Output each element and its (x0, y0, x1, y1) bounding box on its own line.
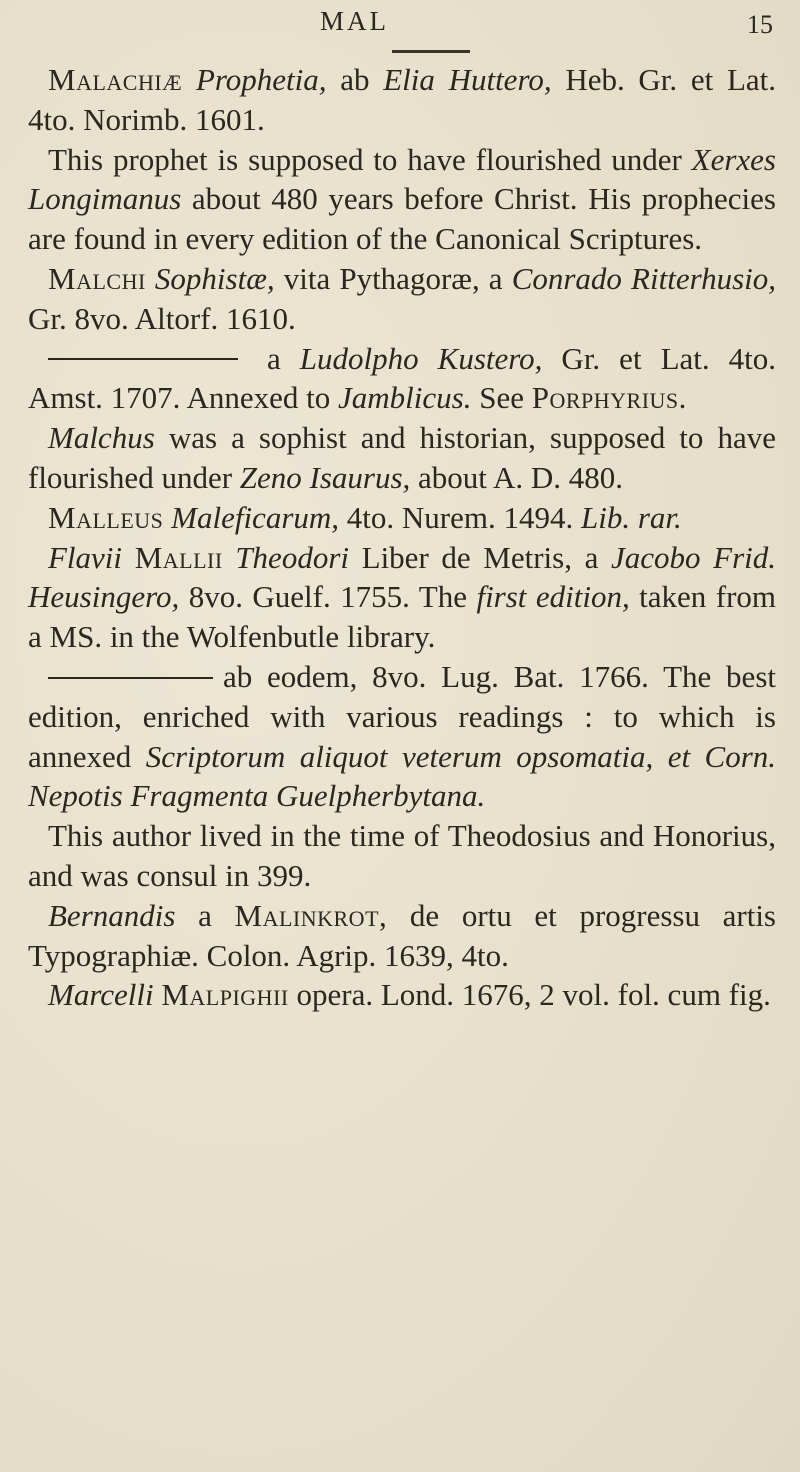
entry-text: 8vo. Guelf. 1755. The (179, 579, 477, 615)
entry-head: Malleus (48, 499, 164, 535)
entry-note: This author lived in the time of Theodosius and Honorius, and was consul in 399. (28, 818, 776, 893)
page-number: 15 (747, 10, 773, 39)
entry-text: See (471, 380, 532, 416)
entry-title: Sophistæ, (154, 260, 275, 296)
page-body (28, 60, 776, 1015)
entry-text: ab eodem, 8vo. Lug. Bat. 1766. The best edition, enriched with various readings : to which is annexed (28, 658, 776, 774)
entry-text: Gr. 8vo. Altorf. 1610. (28, 300, 296, 336)
entry-title: Theodori (235, 539, 349, 575)
entry-text: a (175, 897, 235, 933)
entry-text: vita Pythagoræ, a (274, 260, 512, 296)
entry-note: This prophet is supposed to have flourished under (48, 141, 692, 177)
entry-note: was a sophist and historian, supposed to have flourished under (28, 420, 776, 495)
entry-head: Malchi (48, 260, 146, 296)
entry-prenomen: Bernandis (48, 897, 176, 933)
entry-note-italic: Xerxes Longimanus (28, 141, 776, 217)
ditto-rule (48, 677, 213, 679)
entry-malchi-2 (28, 339, 776, 498)
entry-italic: Scriptorum aliquot veterum opsomatia, (145, 738, 654, 774)
entry-head: Malpighii (161, 977, 289, 1013)
entry-editor: Conrado Ritterhusio, (511, 260, 777, 296)
entry-note: about A. D. 480. (410, 459, 623, 495)
header-rule (392, 50, 470, 53)
entry-editor: Elia Huttero, (383, 62, 552, 97)
entry-text: a (248, 340, 300, 376)
entry-ref: Jamblicus. (338, 380, 472, 416)
entry-text: de ortu et progressu artis Typographiæ. Colon. Agrip. 1639, 4to. (28, 897, 776, 973)
entry-text: Liber de Metris, a (349, 539, 611, 575)
ditto-rule (48, 358, 238, 360)
entry-text: ab (326, 62, 384, 97)
entry-note-italic: Zeno Isaurus, (239, 459, 411, 495)
entry-text (653, 739, 667, 774)
running-head-title: MAL (320, 6, 389, 36)
entry-title: Maleficarum, (171, 499, 340, 535)
entry-malleus (28, 498, 776, 538)
entry-text: opera. Lond. 1676, 2 vol. fol. cum fig. (288, 977, 771, 1013)
entry-mallii (28, 538, 776, 657)
entry-editor: Jacobo Frid. Heusingero, (28, 539, 777, 615)
entry-italic: et Corn. Nepotis Fragmenta Guelpherbytana. (28, 738, 777, 814)
entry-head: Malachiæ (48, 62, 183, 97)
entry-see: Porphyrius. (531, 380, 687, 416)
entry-prenomen: Marcelli (48, 977, 154, 1013)
entry-first-edition: first edition, (476, 579, 630, 615)
entry-editor: Ludolpho Kustero, (299, 340, 543, 376)
entry-prenomen: Flavii (48, 539, 123, 575)
entry-text: Gr. et Lat. 4to. Amst. 1707. Annexed to (28, 340, 776, 416)
entry-malpighii (28, 975, 776, 1015)
entry-title: Prophetia, (195, 62, 327, 97)
entry-note-italic: Malchus (48, 420, 155, 456)
entry-malachiae (28, 60, 776, 259)
entry-text: taken from a MS. in the Wolfenbutle library. (28, 579, 776, 655)
entry-note: about 480 years before Christ. His prophecies are found in every edition of the Canonical Scriptures. (28, 181, 776, 257)
entry-text: 4to. Nurem. 1494. (339, 499, 581, 535)
entry-mallii-2 (28, 657, 776, 896)
entry-head: Malinkrot, (234, 897, 388, 933)
entry-text: Heb. Gr. et Lat. 4to. Norimb. 1601. (28, 62, 776, 137)
running-head (0, 6, 800, 46)
entry-malchi (28, 259, 776, 339)
entry-rarity: Lib. rar. (580, 499, 682, 535)
entry-head: Mallii (134, 539, 223, 575)
entry-malinkrot (28, 896, 776, 976)
